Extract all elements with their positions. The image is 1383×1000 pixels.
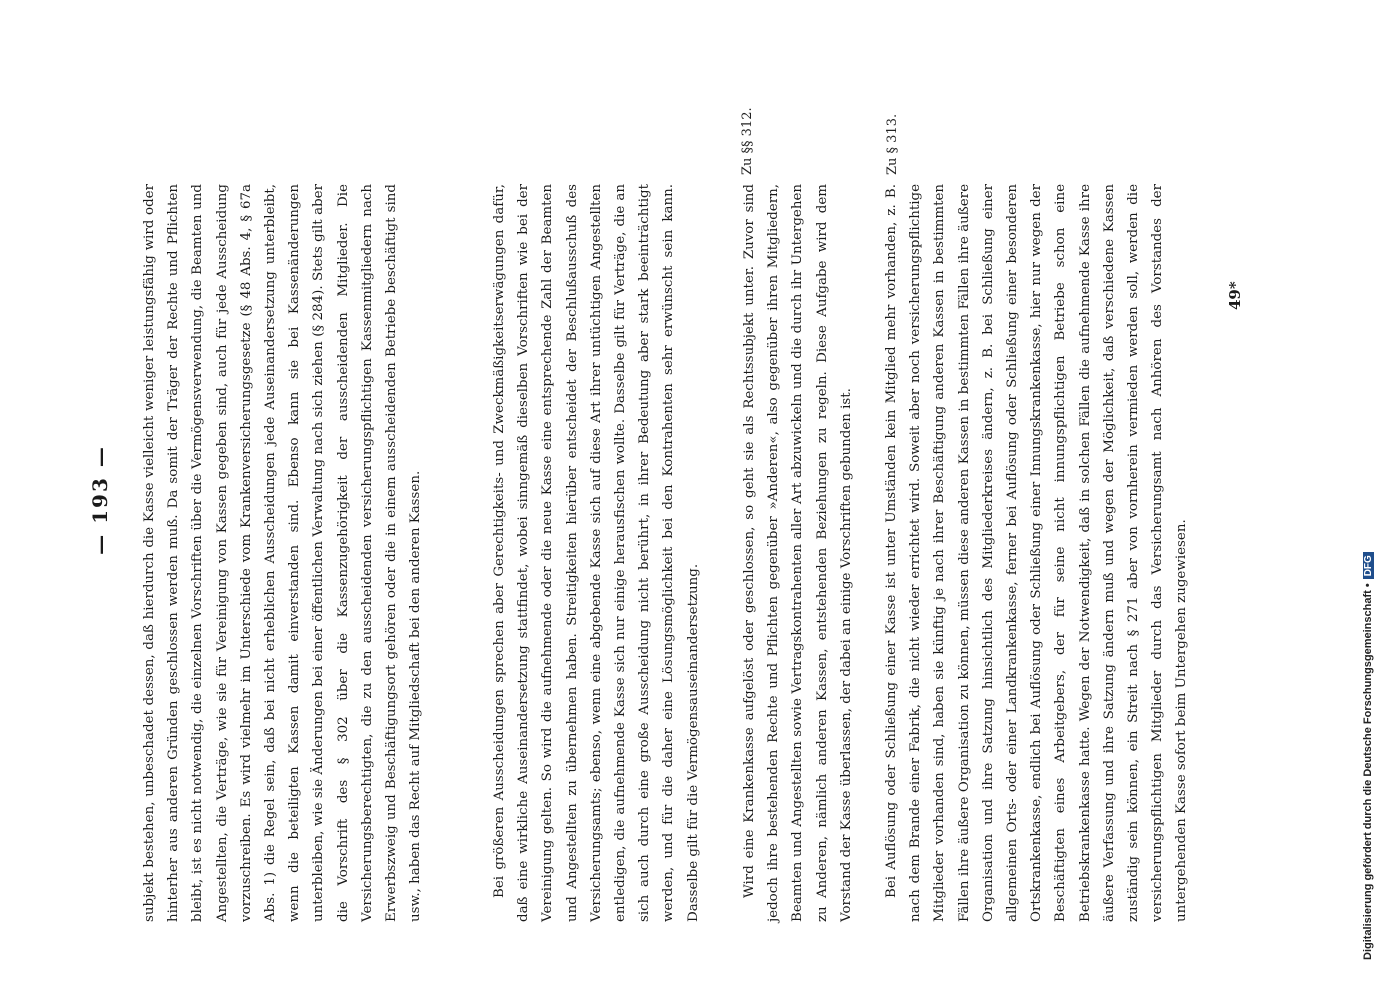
dfg-logo: DFG: [1363, 552, 1374, 579]
signature-mark: 49*: [1226, 281, 1244, 310]
paragraph-1: subjekt bestehen, unbeschadet dessen, daß hierdurch die Kasse vielleicht weniger leistungsfähig wird oder hinterher aus anderen Gründen geschlossen werden muß. Da somit der Träger der Rechte und Pflichten bleibt, ist es nicht notwendig, die einzelnen Vorschriften über die Vermögensverwendung, die Beamten und Angestellten, die Verträge, wie sie für Vereinigung von Kassen gegeben sind, auch für jede Ausscheidung vorzuschreiben. Es wird vielmehr im Unterschiede vom Krankenversicherungsgesetze (§ 48 Abs. 4, § 67a Abs. 1) die Regel sein, daß bei nicht erheblichen Ausscheidungen jede Auseinandersetzung unterbleibt, wenn die beteiligten Kassen damit einverstanden sind. Ebenso kann sie bei Kassenänderungen unterbleiben, wie sie Änderungen bei einer öffentlichen Verwaltung nach sich ziehen (§ 284). Stets gilt aber die Vorschrift des § 302 über die Kassenzugehörigkeit der ausscheidenden Mitglieder. Die Versicherungsberechtigten, die zu den ausscheidenden versicherungspflichtigen Kassenmitgliedern nach Erwerbszweig und Beschäftigungsort gehören oder die in einem ausscheidenden Betriebe beschäftigt sind usw., haben das Recht auf Mitgliedschaft bei den anderen Kassen.: [142, 184, 424, 922]
funding-text: Digitalisierung gefördert durch die Deutsche Forschungsgemeinschaft •: [1362, 583, 1374, 960]
page-header: — 193 —: [88, 445, 112, 555]
funding-notice: [1362, 0, 1374, 960]
margin-note-312: Zu §§ 312.: [740, 107, 755, 175]
paragraph-3: Wird eine Krankenkasse aufgelöst oder geschlossen, so geht sie als Rechtssubjekt unter. Zuvor sind jedoch ihre bestehenden Rechte und Pflichten gegenüber »Anderen«, also gegenüber ihren Mitgliedern, Beamten und Angestellten sowie Vertragskontrahenten aller Art abzuwickeln und die durch ihr Untergehen zu Anderen, nämlich anderen Kassen, entstehenden Beziehungen zu regeln. Diese Aufgabe wird dem Vorstand der Kasse überlassen, der dabei an einige Vorschriften gebunden ist.: [742, 184, 854, 922]
margin-note-313: Zu § 313.: [885, 113, 900, 175]
paragraph-4: Bei Auflösung oder Schließung einer Kasse ist unter Umständen kein Mitglied mehr vorhanden, z. B. nach dem Brande einer Fabrik, die nicht wieder errichtet wird. Soweit aber noch versicherungspflichtige Mitglieder vorhanden sind, haben sie künftig je nach ihrer Beschäftigung anderen Kassen in bestimmten Fällen ihre äußere Organisation zu können, müssen diese anderen Kassen in bestimmten Fällen ihre äußere Organisation und ihre Satzung hinsichtlich des Mitgliederkreises ändern, z. B. bei Schließung einer allgemeinen Orts- oder einer Landkrankenkasse, ferner bei Auflösung oder Schließung einer besonderen Ortskrankenkasse, endlich bei Auflösung oder Schließung einer Innungskrankenkasse, hier nur wegen der Beschäftigten eines Arbeitgebers, der für seine nicht innungspflichtigen Betriebe schon eine Betriebskrankenkasse hatte. Wegen der Notwendigkeit, daß in solchen Fällen die aufnehmende Kasse ihre äußere Verfassung und ihre Satzung ändern muß und wegen der Möglichkeit, daß verschiedene Kassen zuständig sein können, ein Streit nach § 271 aber von vornherein vermieden werden soll, werden die versicherungspflichtigen Mitglieder durch das Versicherungsamt nach Anhören des Vorstandes der untergehenden Kasse sofort beim Untergehen zugewiesen.: [884, 184, 1190, 922]
paragraph-2: Bei größeren Ausscheidungen sprechen aber Gerechtigkeits- und Zweckmäßigkeitserwägungen dafür, daß eine wirkliche Auseinandersetzung stattfindet, wobei sinngemäß dieselben Vorschriften wie bei der Vereinigung gelten. So wird die aufnehmende oder die neue Kasse eine entsprechende Zahl der Beamten und Angestellten zu übernehmen haben. Streitigkeiten hierüber entscheidet der Beschlußausschuß des Versicherungsamts; ebenso, wenn eine abgebende Kasse sich auf diese Art ihrer untüchtigen Angestellten entledigen, die aufnehmende Kasse sich nur einige herausfischen wollte. Dasselbe gilt für Verträge, die an sich auch durch eine große Ausscheidung nicht berührt, in ihrer Bedeutung aber stark beeinträchtigt werden, und für die daher eine Lösungsmöglichkeit bei den Kontrahenten sehr erwünscht sein kann. Dasselbe gilt für die Vermögensauseinandersetzung.: [492, 184, 701, 922]
body-text: [138, 184, 1196, 922]
